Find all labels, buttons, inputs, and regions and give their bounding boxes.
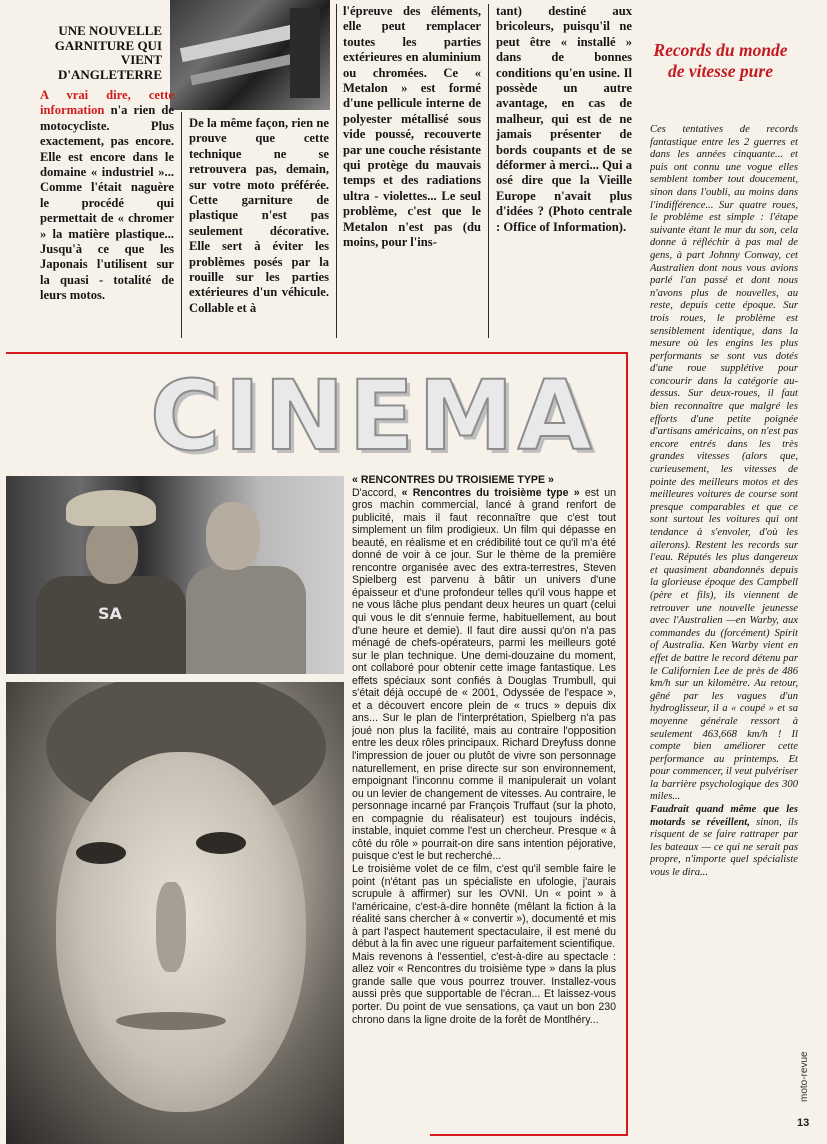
column-divider bbox=[181, 112, 182, 338]
article-title: UNE NOUVELLE GARNITURE QUI VIENT D'ANGLETERRE bbox=[54, 23, 162, 82]
review-intro-bold: « Rencontres du troisième type » bbox=[401, 486, 580, 499]
review-intro: D'accord, bbox=[352, 486, 397, 499]
sidebar-text: Ces tentatives de records fantastique entre les 2 guerres et dans les années cinquante... et puis ont connu une vogue elles semblent tomber tout doucement, sinon dans l'oubli, au moins dans l'indifférence... Sur quatre roues, le problème est simple : l'étape suivante étant le mur du son, cela donne à réfléchir à pas mal de gens, à part Johnny Conway, cet Australien dont nous vous avions parlé l'an passé et dont nous n'avons plus de nouvelles, au reste, depuis cette époque. Sur trois roues, le problème est sensiblement identique, dans la mesure où les engins les plus performants se sont vus dotés d'une roue supplétive pour concourir dans la catégorie au-dessus. Sur deux-roues, il faut bien reconnaître que malgré les efforts d'une petite poignée d'artisans américains, on n'est pas encore entrés dans les très grandes vitesses (alors que, curieusement, les vitesses de pointe des meilleurs motos et des meilleures voitures de course sont presque comparables et que ce sont surtout les voitures qui ont tendance à s'envoler, d'où les ailerons). Restent les records sur l'eau. Réputés les plus dangereux et quasiment abandonnés depuis la glorieuse époque des Campbell (père et fils), ils viennent de retrouver une nouvelle jeunesse avec l'Australien —en Warby, aux commandes du (forcément) Spirit of Australia. Ken Warby vient en effet de battre le record détenu par le Californien Lee de près de 486 km/h sur un kilomètre. Au retour, gêné par les vagues d'un hydroglisseur, il a « coupé » et sa moyenne générale ressort à seulement 463,668 km/h ! Il compte bien améliorer cette performance au printemps. Et pour commencer, il veut pulvériser la barrière psychologique des 300 miles... bbox=[650, 124, 798, 803]
review-body: est un gros machin commercial, lancé à grand renfort de publicité, mais il faut reconnaître que c'est tout simplement un film prodigieux. Un film qui dépasse en beauté, en réalisme et en crédibilité tout ce qu'il m'a été donné de voir à ce jour. Sur le thème de la première rencontre organisée avec des extra-terrestres, Steven Spielberg est parvenu à bâtir un univers d'une épaisseur et d'une profondeur telles qu'il vous happe et ne vous lâche plus pendant deux heures un quart (celui qui vous le dit s'ennuie ferme, habituellement, au bout d'une heure et demie). Il faut dire aussi qu'on n'a pas ménagé de chefs-opérateurs, parmi les meilleurs goté sur le plan technique. Une demi-douzaine du moment, ont collaboré pour obtenir cette image fantastique. Les effets spéciaux sont confiés à Douglas Trumbull, qui s'était déjà occupé de « 2001, Odyssée de l'espace », et a découvert encore plein de « trucs » depuis dix ans... Sur le plan de l'interprétation, Spielberg n'a pas joué non plus la facilité, mais au contraire l'opposition entre les deux rôles principaux. Richard Dreyfuss donne l'impression de jouer ou plutôt de vivre son personnage naturellement, en prise directe sur son environnement, empoignant l'inconnu comme il manipulerait un volant ou un levier de changement de vitesses. Au contraire, le personnage incarné par François Truffaut (sur la photo, en compagnie du réalisateur) est toujours indécis, instable, inquiet comme l'est un chercheur. Presque « à côté du rôle » pourrait-on dire sans intention péjorative, puisque c'est le but recherché... bbox=[352, 486, 616, 863]
column-divider bbox=[336, 4, 337, 338]
review-body-2: Le troisième volet de ce film, c'est qu'il semble faire le point (n'étant pas un spécialiste en ufologie, j'aurais scrupule à affirmer) sur les OVNI. Un « point » à l'américaine, c'est-à-dire honnête (mêlant la fiction à la réalité sans chercher à « convertir »), documenté et mis à part l'aspect hautement spectaculaire, il est mené du début à la fin avec une rigueur parfaitement scientifique. bbox=[352, 862, 616, 951]
page-number: 13 bbox=[797, 1117, 810, 1129]
film-title: « RENCONTRES DU TROISIEME TYPE » bbox=[352, 474, 554, 486]
article-lead: A vrai dire, cette information bbox=[40, 88, 174, 118]
article-column-3 bbox=[343, 4, 481, 340]
sidebar-title: Records du monde de vitesse pure bbox=[653, 40, 788, 81]
sidebar-closing-text: sinon, ils risquent de se faire rattraper par les bateaux — ce qui ne serait pas propre, n'importe quel spécialiste vous le dira... bbox=[650, 816, 798, 879]
photo-metalon-trim bbox=[170, 0, 330, 110]
article-column-1-text: n'a rien de motocycliste. Plus exactement, pas encore. Elle est encore dans le domaine « industriel »... Comme l'était naguère le procédé qui permettait de « chromer » la matière plastique... Jusqu'à ce que les Japonais l'utilisent sur la quasi - totalité de leurs motos. bbox=[40, 103, 174, 303]
sidebar-body bbox=[650, 124, 798, 1139]
column-divider bbox=[488, 4, 489, 338]
photo-portrait bbox=[6, 682, 344, 1144]
cinema-review bbox=[352, 474, 616, 1142]
photo-film-still bbox=[6, 476, 344, 674]
article-column-4 bbox=[496, 4, 632, 340]
article-column-2 bbox=[189, 116, 329, 340]
cinema-heading: CINEMA bbox=[150, 360, 596, 472]
cinema-border-right bbox=[626, 352, 628, 1136]
cinema-border-top bbox=[6, 352, 628, 354]
article-column-2-text: De la même façon, rien ne prouve que cette technique ne se retrouvera pas, demain, sur votre moto préférée. Cette garniture de plastique n'est pas seulement décorative. Elle sert à éviter les problèmes posés par la rouille sur les parties extérieures d'un véhicule. Collable et à bbox=[189, 116, 329, 315]
article-column-1 bbox=[40, 88, 174, 350]
photo-text: SA bbox=[98, 604, 122, 623]
article-column-3-text: l'épreuve des éléments, elle peut remplacer toutes les parties extérieures en aluminium ou chromées. Ce « Metalon » est formé d'une pellicule interne de polyester métallisé sous vide poussé, recouverte par une couche résistante qui protège du mauvais temps et des radiations ultra - violettes... Le seul problème, c'est que le Metalon n'est pas (du moins, pour l'ins- bbox=[343, 4, 481, 250]
article-column-4-text: tant) destiné aux bricoleurs, puisqu'il ne peut être « installé » dans de bonnes conditions qu'en usine. Il possède un autre avantage, en cas de malheur, qui est de ne jamais présenter de bords coupants et de se déformer à merci... Qui a osé dire que la Vieille Europe n'avait plus d'idées ? (Photo centrale : Office of Information). bbox=[496, 4, 632, 234]
magazine-name: moto-revue bbox=[799, 1051, 810, 1102]
review-body-3: Mais revenons à l'essentiel, c'est-à-dire au spectacle : allez voir « Rencontres du troisième type » dans la plus grande salle que vous pourrez trouver. Installez-vous aussi près que supportable de l'écran... Et laissez-vous porter. Du point de vue sensations, ça vaut un bon 230 chrono dans la ligne droite de la forêt de Montlhéry... bbox=[352, 950, 616, 1026]
sidebar-closing-bold: Faudrait quand même que les motards se réveillent, bbox=[650, 804, 798, 828]
